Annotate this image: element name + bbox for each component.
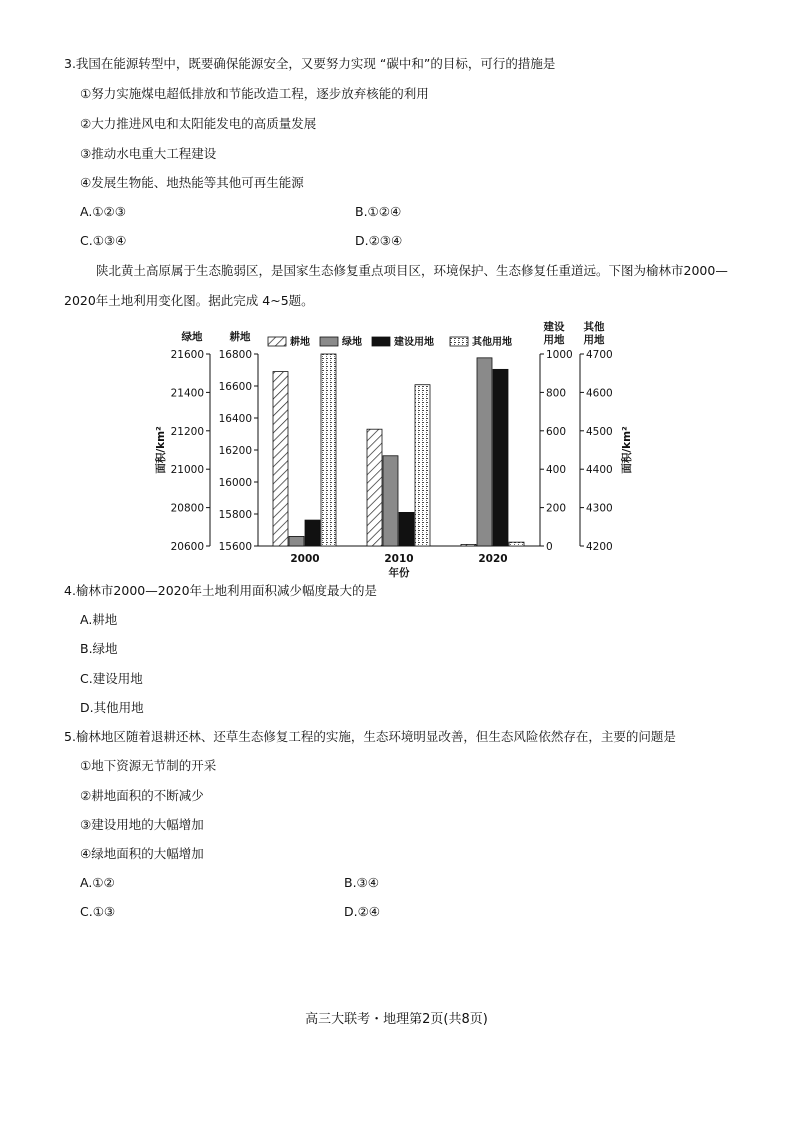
- other-tick-label: 4500: [586, 425, 613, 438]
- question-5-option-3: ③建设用地的大幅增加: [80, 817, 204, 832]
- question-5-choice-b[interactable]: B.③④: [344, 875, 379, 890]
- farm-tick-label: 16400: [218, 413, 252, 425]
- bar-其他用地-2000: [321, 354, 336, 546]
- other-tick-label: 4700: [586, 349, 613, 361]
- question-5-option-1: ①地下资源无节制的开采: [80, 758, 217, 773]
- build-axis-header-1: 建设: [543, 321, 565, 333]
- x-tick-label: 2000: [290, 553, 320, 565]
- question-3-option-4: ④发展生物能、地热能等其他可再生能源: [80, 175, 304, 190]
- question-3-option-3: ③推动水电重大工程建设: [80, 146, 217, 161]
- passage-intro: 陕北黄土高原属于生态脆弱区，是国家生态修复重点项目区，环境保护、生态修复任重道远。下图为榆林市2000—2020年土地利用变化图。据此完成 4~5题。: [64, 263, 728, 308]
- legend-swatch: [372, 337, 390, 346]
- farm-tick-label: 16600: [218, 381, 252, 393]
- build-tick-label: 400: [546, 464, 567, 477]
- legend-label: 耕地: [290, 337, 310, 348]
- green-axis-header: 绿地: [181, 331, 203, 343]
- x-tick-label: 2020: [478, 553, 508, 565]
- bar-耕地-2010: [367, 429, 382, 546]
- green-tick-label: 21000: [170, 464, 204, 477]
- other-tick-label: 4200: [586, 541, 613, 553]
- farm-tick-label: 15800: [218, 509, 252, 521]
- green-tick-label: 20800: [170, 502, 204, 515]
- other-axis-label: 面积/km²: [621, 426, 633, 474]
- x-axis-label: 年份: [388, 567, 410, 579]
- other-tick-label: 4300: [586, 502, 613, 515]
- bar-建设用地-2020: [493, 369, 508, 546]
- question-3-choice-a[interactable]: A.①②③: [80, 204, 126, 219]
- bar-建设用地-2000: [305, 520, 320, 546]
- other-axis-header-2: 用地: [583, 334, 605, 346]
- green-tick-label: 21600: [170, 349, 204, 361]
- build-axis-header-2: 用地: [543, 334, 565, 346]
- page-footer: 高三大联考・地理第2页(共8页): [305, 1012, 488, 1027]
- question-5-choice-a[interactable]: A.①②: [80, 875, 115, 890]
- question-5-option-4: ④绿地面积的大幅增加: [80, 846, 204, 861]
- legend-label: 其他用地: [472, 337, 512, 348]
- farm-tick-label: 16800: [218, 349, 252, 361]
- question-3-option-1: ①努力实施煤电超低排放和节能改造工程，逐步放弃核能的利用: [80, 86, 429, 101]
- farm-tick-label: 16200: [218, 445, 252, 457]
- bar-绿地-2020: [477, 358, 492, 546]
- legend-label: 建设用地: [394, 337, 434, 348]
- question-4-stem: 4.榆林市2000—2020年土地利用面积减少幅度最大的是: [64, 583, 378, 598]
- question-5-choice-c[interactable]: C.①③: [80, 904, 116, 919]
- green-tick-label: 20600: [170, 541, 204, 553]
- bar-耕地-2020: [461, 544, 476, 546]
- bar-建设用地-2010: [399, 512, 414, 546]
- bar-耕地-2000: [273, 372, 288, 546]
- question-5-stem: 5.榆林地区随着退耕还林、还草生态修复工程的实施，生态环境明显改善，但生态风险依然存在，主要的问题是: [64, 729, 676, 744]
- bar-绿地-2000: [289, 536, 304, 546]
- build-tick-label: 600: [546, 425, 567, 438]
- question-5-choice-d[interactable]: D.②④: [344, 904, 381, 919]
- other-axis-header-1: 其他: [583, 321, 605, 333]
- bar-绿地-2010: [383, 456, 398, 546]
- farm-tick-label: 15600: [218, 541, 252, 553]
- question-4-choice-d[interactable]: D.其他用地: [80, 700, 144, 715]
- land-use-chart: [150, 318, 650, 580]
- question-3-option-2: ②大力推进风电和太阳能发电的高质量发展: [80, 116, 317, 131]
- green-tick-label: 21400: [170, 387, 204, 400]
- question-3-choice-d[interactable]: D.②③④: [355, 233, 403, 248]
- other-tick-label: 4600: [586, 387, 613, 400]
- green-axis-label: 面积/km²: [155, 426, 167, 474]
- legend-swatch: [268, 337, 286, 346]
- question-4-choice-a[interactable]: A.耕地: [80, 612, 118, 627]
- build-tick-label: 800: [546, 387, 567, 400]
- farm-axis-header: 耕地: [229, 331, 251, 343]
- build-tick-label: 1000: [546, 349, 573, 361]
- question-4-choice-b[interactable]: B.绿地: [80, 641, 118, 656]
- question-3-choice-c[interactable]: C.①③④: [80, 233, 127, 248]
- question-5-option-2: ②耕地面积的不断减少: [80, 788, 204, 803]
- question-3-stem: 3.我国在能源转型中，既要确保能源安全，又要努力实现 “碳中和”的目标，可行的措施是: [64, 56, 556, 71]
- question-3-choice-b[interactable]: B.①②④: [355, 204, 402, 219]
- green-tick-label: 21200: [170, 425, 204, 438]
- x-tick-label: 2010: [384, 553, 414, 565]
- build-tick-label: 0: [546, 541, 553, 553]
- legend-label: 绿地: [342, 337, 362, 348]
- bar-其他用地-2010: [415, 385, 430, 546]
- farm-tick-label: 16000: [218, 477, 252, 489]
- bar-其他用地-2020: [509, 542, 524, 546]
- legend-swatch: [450, 337, 468, 346]
- build-tick-label: 200: [546, 502, 567, 515]
- question-4-choice-c[interactable]: C.建设用地: [80, 671, 143, 686]
- other-tick-label: 4400: [586, 464, 613, 477]
- legend-swatch: [320, 337, 338, 346]
